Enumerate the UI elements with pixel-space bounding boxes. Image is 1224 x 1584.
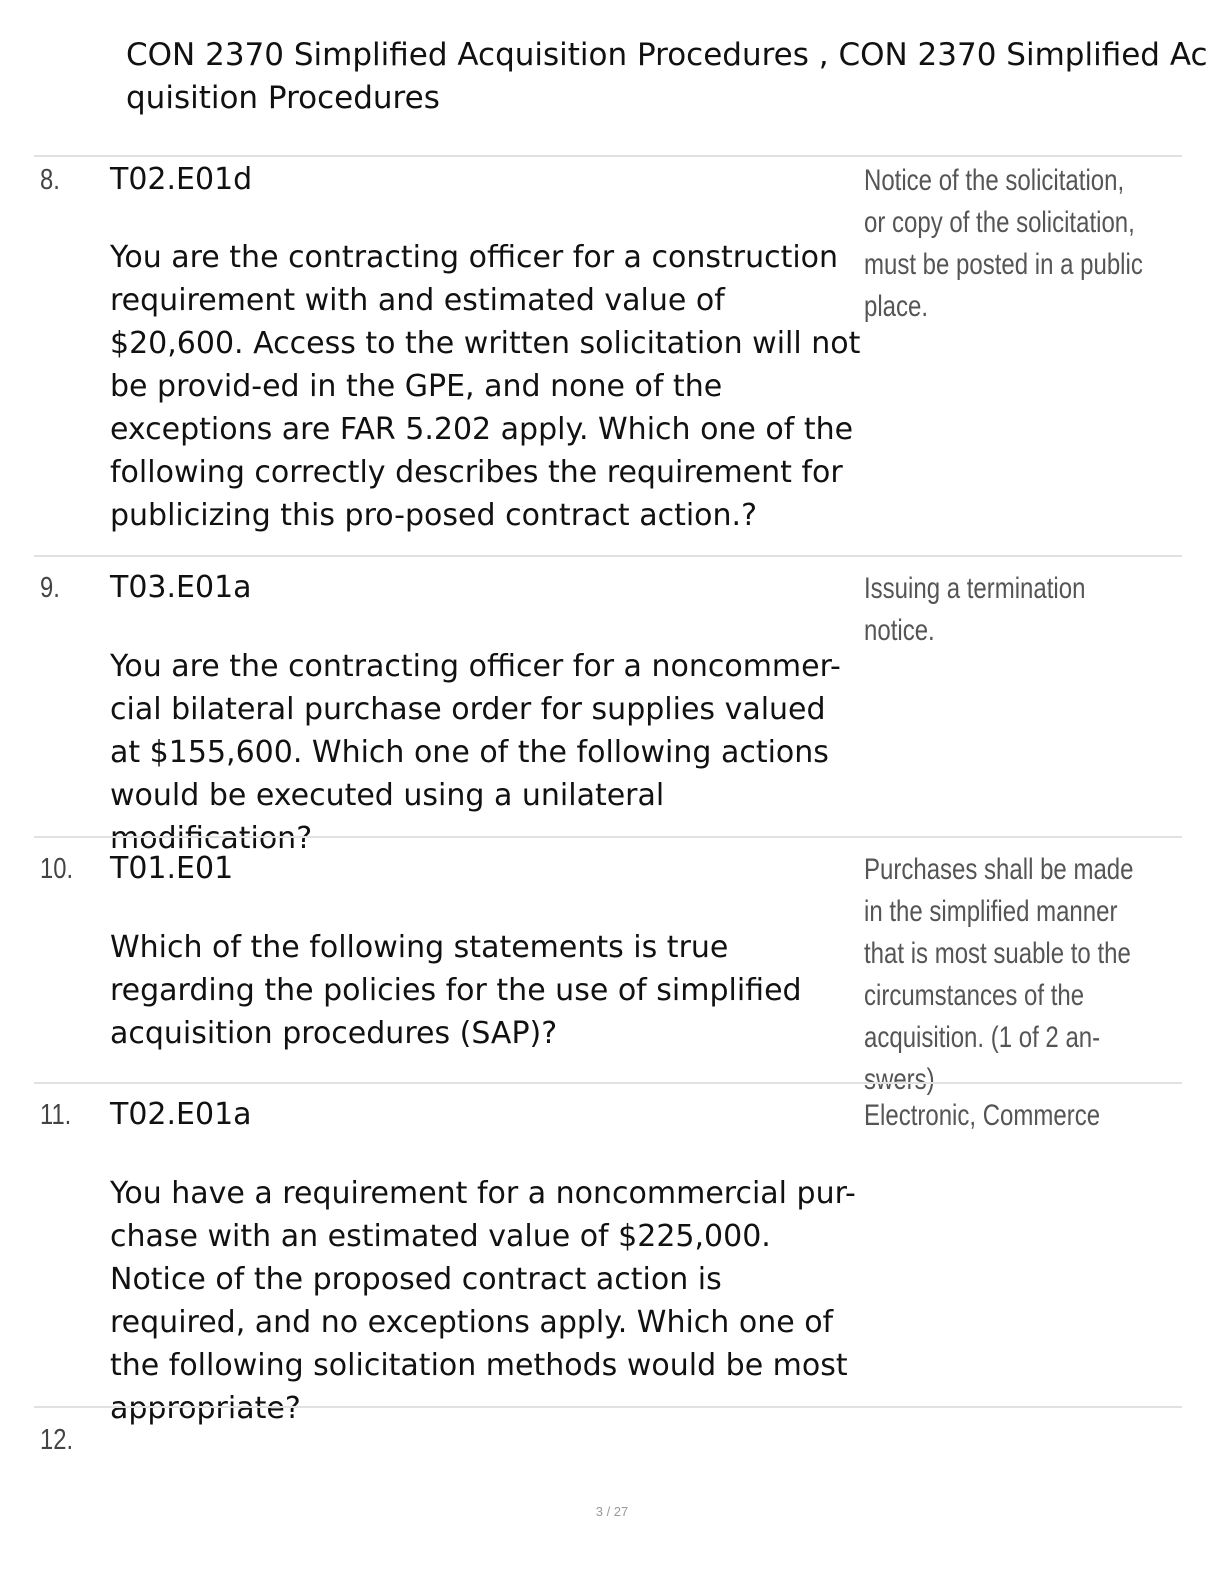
divider xyxy=(34,155,1182,157)
page-title: CON 2370 Simplified Acquisition Procedures , CON 2370 Simplified Acquisition Procedures xyxy=(126,37,1208,116)
answer-text: Issuing a termination notice. xyxy=(864,572,1086,647)
question-text: Which of the following statements is true regarding the policies for the use of simplified acquisition procedures (SAP)? xyxy=(110,930,802,1051)
question-text: You have a requirement for a noncommercial pur-chase with an estimated value of $225,000. Notice of the proposed contract action is required, and no exceptions apply. Which one of the following solicitation methods would be most appropriate? xyxy=(110,1176,856,1426)
divider xyxy=(34,1406,1182,1408)
card-number: 9. xyxy=(40,572,60,604)
divider xyxy=(34,1082,1182,1084)
question-text: You are the contracting officer for a construction requirement with and estimated value of $20,600. Access to the written solicitation will not be provid-ed in the GPE, and none of the exceptions are FAR 5.202 apply. Which one of the following correctly describes the requirement for publicizing this pro-posed contract action.? xyxy=(110,240,861,533)
answer-text: Electronic, Commerce xyxy=(864,1099,1101,1132)
answer-text: Notice of the solicitation, or copy of the solicitation, must be posted in a public place. xyxy=(864,164,1143,323)
divider xyxy=(34,836,1182,838)
question-code: T01.E01 xyxy=(110,851,234,886)
question-code: T03.E01a xyxy=(110,570,252,605)
question-text: You are the contracting officer for a noncommer-cial bilateral purchase order for supplies valued at $155,600. Which one of the following actions would be executed using a unilateral modification? xyxy=(110,649,841,856)
divider xyxy=(34,555,1182,557)
answer-text: Purchases shall be made in the simplified manner that is most suable to the circumstances of the acquisition. (1 of 2 an-swers) xyxy=(864,853,1134,1096)
question-code: T02.E01d xyxy=(110,162,253,197)
question-code: T02.E01a xyxy=(110,1097,252,1132)
card-number: 10. xyxy=(40,853,74,885)
page-counter: 3 / 27 xyxy=(595,1504,629,1519)
card-number: 11. xyxy=(40,1099,72,1131)
card-number: 12. xyxy=(40,1424,74,1456)
card-number: 8. xyxy=(40,164,60,196)
